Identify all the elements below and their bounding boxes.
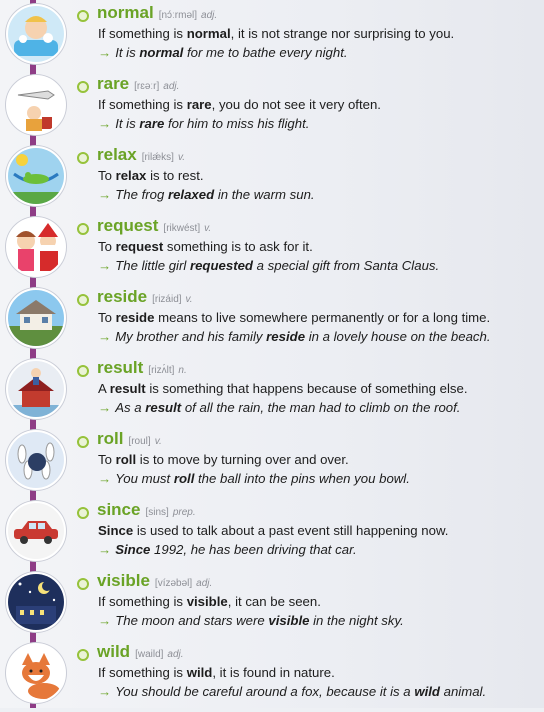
entry-example-text: The little girl requested a special gift from Santa Claus. xyxy=(115,258,440,273)
highlighted-headword: result xyxy=(109,381,146,396)
entry-part-of-speech: v. xyxy=(154,436,162,447)
entry-heading xyxy=(97,74,179,94)
arrow-icon: → xyxy=(98,116,112,131)
entry-example xyxy=(98,400,460,415)
girl-santa-icon xyxy=(6,217,66,277)
entry-part-of-speech: v. xyxy=(185,294,193,305)
arrow-icon: → xyxy=(98,400,112,415)
frog-hammock-icon xyxy=(6,146,66,206)
highlighted-headword: roll xyxy=(115,452,137,467)
traveler-airplane-icon xyxy=(6,75,66,135)
entry-example xyxy=(98,329,491,344)
entry-part-of-speech: v. xyxy=(204,223,212,234)
entry-example-text: You must roll the ball into the pins when you bowl. xyxy=(115,471,410,486)
entry-heading xyxy=(97,500,196,520)
highlighted-headword: rare xyxy=(186,97,212,112)
entry-example xyxy=(98,471,410,486)
entry-definition: If something is wild, it is found in nature. xyxy=(98,665,335,680)
entry-word: wild xyxy=(97,642,131,661)
highlighted-headword: visible xyxy=(268,613,310,628)
highlighted-headword: wild xyxy=(414,684,440,699)
bullet-icon xyxy=(77,152,89,164)
highlighted-headword: reside xyxy=(266,329,306,344)
entry-example xyxy=(98,684,486,699)
entry-part-of-speech: adj. xyxy=(163,81,180,92)
entry-heading xyxy=(97,429,162,449)
entry-heading xyxy=(97,642,184,662)
fox-icon xyxy=(6,643,66,703)
entry-pronunciation: [nɔ́ːrməl] xyxy=(158,10,198,21)
entry-pronunciation: [rizáid] xyxy=(152,294,182,305)
entry-example-text: The moon and stars were visible in the night sky. xyxy=(115,613,404,628)
entry-definition: If something is rare, you do not see it very often. xyxy=(98,97,381,112)
vocab-entry-result xyxy=(0,357,544,428)
entry-example xyxy=(98,613,404,628)
arrow-icon: → xyxy=(98,613,112,628)
bullet-icon xyxy=(77,436,89,448)
entry-heading xyxy=(97,358,187,378)
vocab-entry-since xyxy=(0,499,544,570)
highlighted-headword: relax xyxy=(115,168,147,183)
vocab-entry-normal xyxy=(0,2,544,73)
highlighted-headword: request xyxy=(115,239,164,254)
entry-part-of-speech: adj. xyxy=(201,10,218,21)
vocab-entry-request xyxy=(0,215,544,286)
highlighted-headword: normal xyxy=(139,45,184,60)
bullet-icon xyxy=(77,10,89,22)
entry-word: rare xyxy=(97,74,130,93)
entry-example-text: It is normal for me to bathe every night. xyxy=(115,45,348,60)
entry-example xyxy=(98,258,439,273)
entry-definition: A result is something that happens because of something else. xyxy=(98,381,468,396)
entry-definition: If something is visible, it can be seen. xyxy=(98,594,321,609)
entry-example xyxy=(98,542,357,557)
entry-word: since xyxy=(97,500,141,519)
entry-part-of-speech: n. xyxy=(178,365,187,376)
bullet-icon xyxy=(77,507,89,519)
night-sky-icon xyxy=(6,572,66,632)
arrow-icon: → xyxy=(98,542,112,557)
bathing-baby-icon xyxy=(6,4,66,64)
arrow-icon: → xyxy=(98,187,112,202)
entry-pronunciation: [rizʌ́lt] xyxy=(148,365,175,376)
entry-heading xyxy=(97,287,193,307)
bullet-icon xyxy=(77,649,89,661)
entry-example-text: As a result of all the rain, the man had to climb on the roof. xyxy=(115,400,461,415)
entry-example-text: My brother and his family reside in a lovely house on the beach. xyxy=(115,329,491,344)
highlighted-headword: roll xyxy=(173,471,195,486)
highlighted-headword: relaxed xyxy=(167,187,215,202)
entry-word: result xyxy=(97,358,144,377)
highlighted-headword: visible xyxy=(186,594,228,609)
entry-pronunciation: [vízəbəl] xyxy=(154,578,193,589)
entry-word: reside xyxy=(97,287,148,306)
highlighted-headword: normal xyxy=(186,26,231,41)
entry-word: visible xyxy=(97,571,150,590)
entry-pronunciation: [waild] xyxy=(135,649,164,660)
entry-definition: Since is used to talk about a past event still happening now. xyxy=(98,523,449,538)
entry-example-text: You should be careful around a fox, because it is a wild animal. xyxy=(115,684,487,699)
entry-example-text: The frog relaxed in the warm sun. xyxy=(115,187,315,202)
highlighted-headword: Since xyxy=(115,542,151,557)
entry-word: relax xyxy=(97,145,137,164)
entry-definition: To reside means to live somewhere permanently or for a long time. xyxy=(98,310,491,325)
entry-pronunciation: [rilǽks] xyxy=(141,152,174,163)
vocab-entry-wild xyxy=(0,641,544,712)
arrow-icon: → xyxy=(98,258,112,273)
vocab-entry-relax xyxy=(0,144,544,215)
entry-word: normal xyxy=(97,3,154,22)
entry-definition: If something is normal, it is not strange nor surprising to you. xyxy=(98,26,455,41)
entry-heading xyxy=(97,216,211,236)
entry-part-of-speech: prep. xyxy=(172,507,196,518)
bullet-icon xyxy=(77,578,89,590)
arrow-icon: → xyxy=(98,45,112,60)
man-on-roof-icon xyxy=(6,359,66,419)
entry-pronunciation: [sins] xyxy=(145,507,169,518)
entry-definition: To roll is to move by turning over and over. xyxy=(98,452,349,467)
entry-pronunciation: [roul] xyxy=(128,436,151,447)
arrow-icon: → xyxy=(98,471,112,486)
vocab-entry-roll xyxy=(0,428,544,499)
entry-part-of-speech: adj. xyxy=(196,578,213,589)
bowling-pins-icon xyxy=(6,430,66,490)
entry-pronunciation: [rɛəːr] xyxy=(134,81,160,92)
arrow-icon: → xyxy=(98,684,112,699)
entry-example xyxy=(98,187,315,202)
bullet-icon xyxy=(77,81,89,93)
entry-word: request xyxy=(97,216,159,235)
beach-house-icon xyxy=(6,288,66,348)
entry-part-of-speech: v. xyxy=(177,152,185,163)
vocab-entry-rare xyxy=(0,73,544,144)
highlighted-headword: rare xyxy=(139,116,165,131)
vocab-entry-reside xyxy=(0,286,544,357)
entry-heading xyxy=(97,145,185,165)
highlighted-headword: requested xyxy=(189,258,253,273)
bullet-icon xyxy=(77,294,89,306)
entry-example xyxy=(98,116,309,131)
entry-example-text: It is rare for him to miss his flight. xyxy=(115,116,310,131)
entry-definition: To relax is to rest. xyxy=(98,168,204,183)
highlighted-headword: reside xyxy=(115,310,155,325)
highlighted-headword: wild xyxy=(186,665,213,680)
entry-example-text: Since 1992, he has been driving that car. xyxy=(115,542,357,557)
bullet-icon xyxy=(77,365,89,377)
entry-pronunciation: [rikwést] xyxy=(163,223,201,234)
highlighted-headword: Since xyxy=(98,523,134,538)
red-car-icon xyxy=(6,501,66,561)
arrow-icon: → xyxy=(98,329,112,344)
entry-part-of-speech: adj. xyxy=(167,649,184,660)
entry-example xyxy=(98,45,348,60)
entry-heading xyxy=(97,3,217,23)
highlighted-headword: result xyxy=(145,400,182,415)
entry-definition: To request something is to ask for it. xyxy=(98,239,313,254)
bullet-icon xyxy=(77,223,89,235)
vocab-entry-visible xyxy=(0,570,544,641)
entry-word: roll xyxy=(97,429,124,448)
entry-heading xyxy=(97,571,212,591)
